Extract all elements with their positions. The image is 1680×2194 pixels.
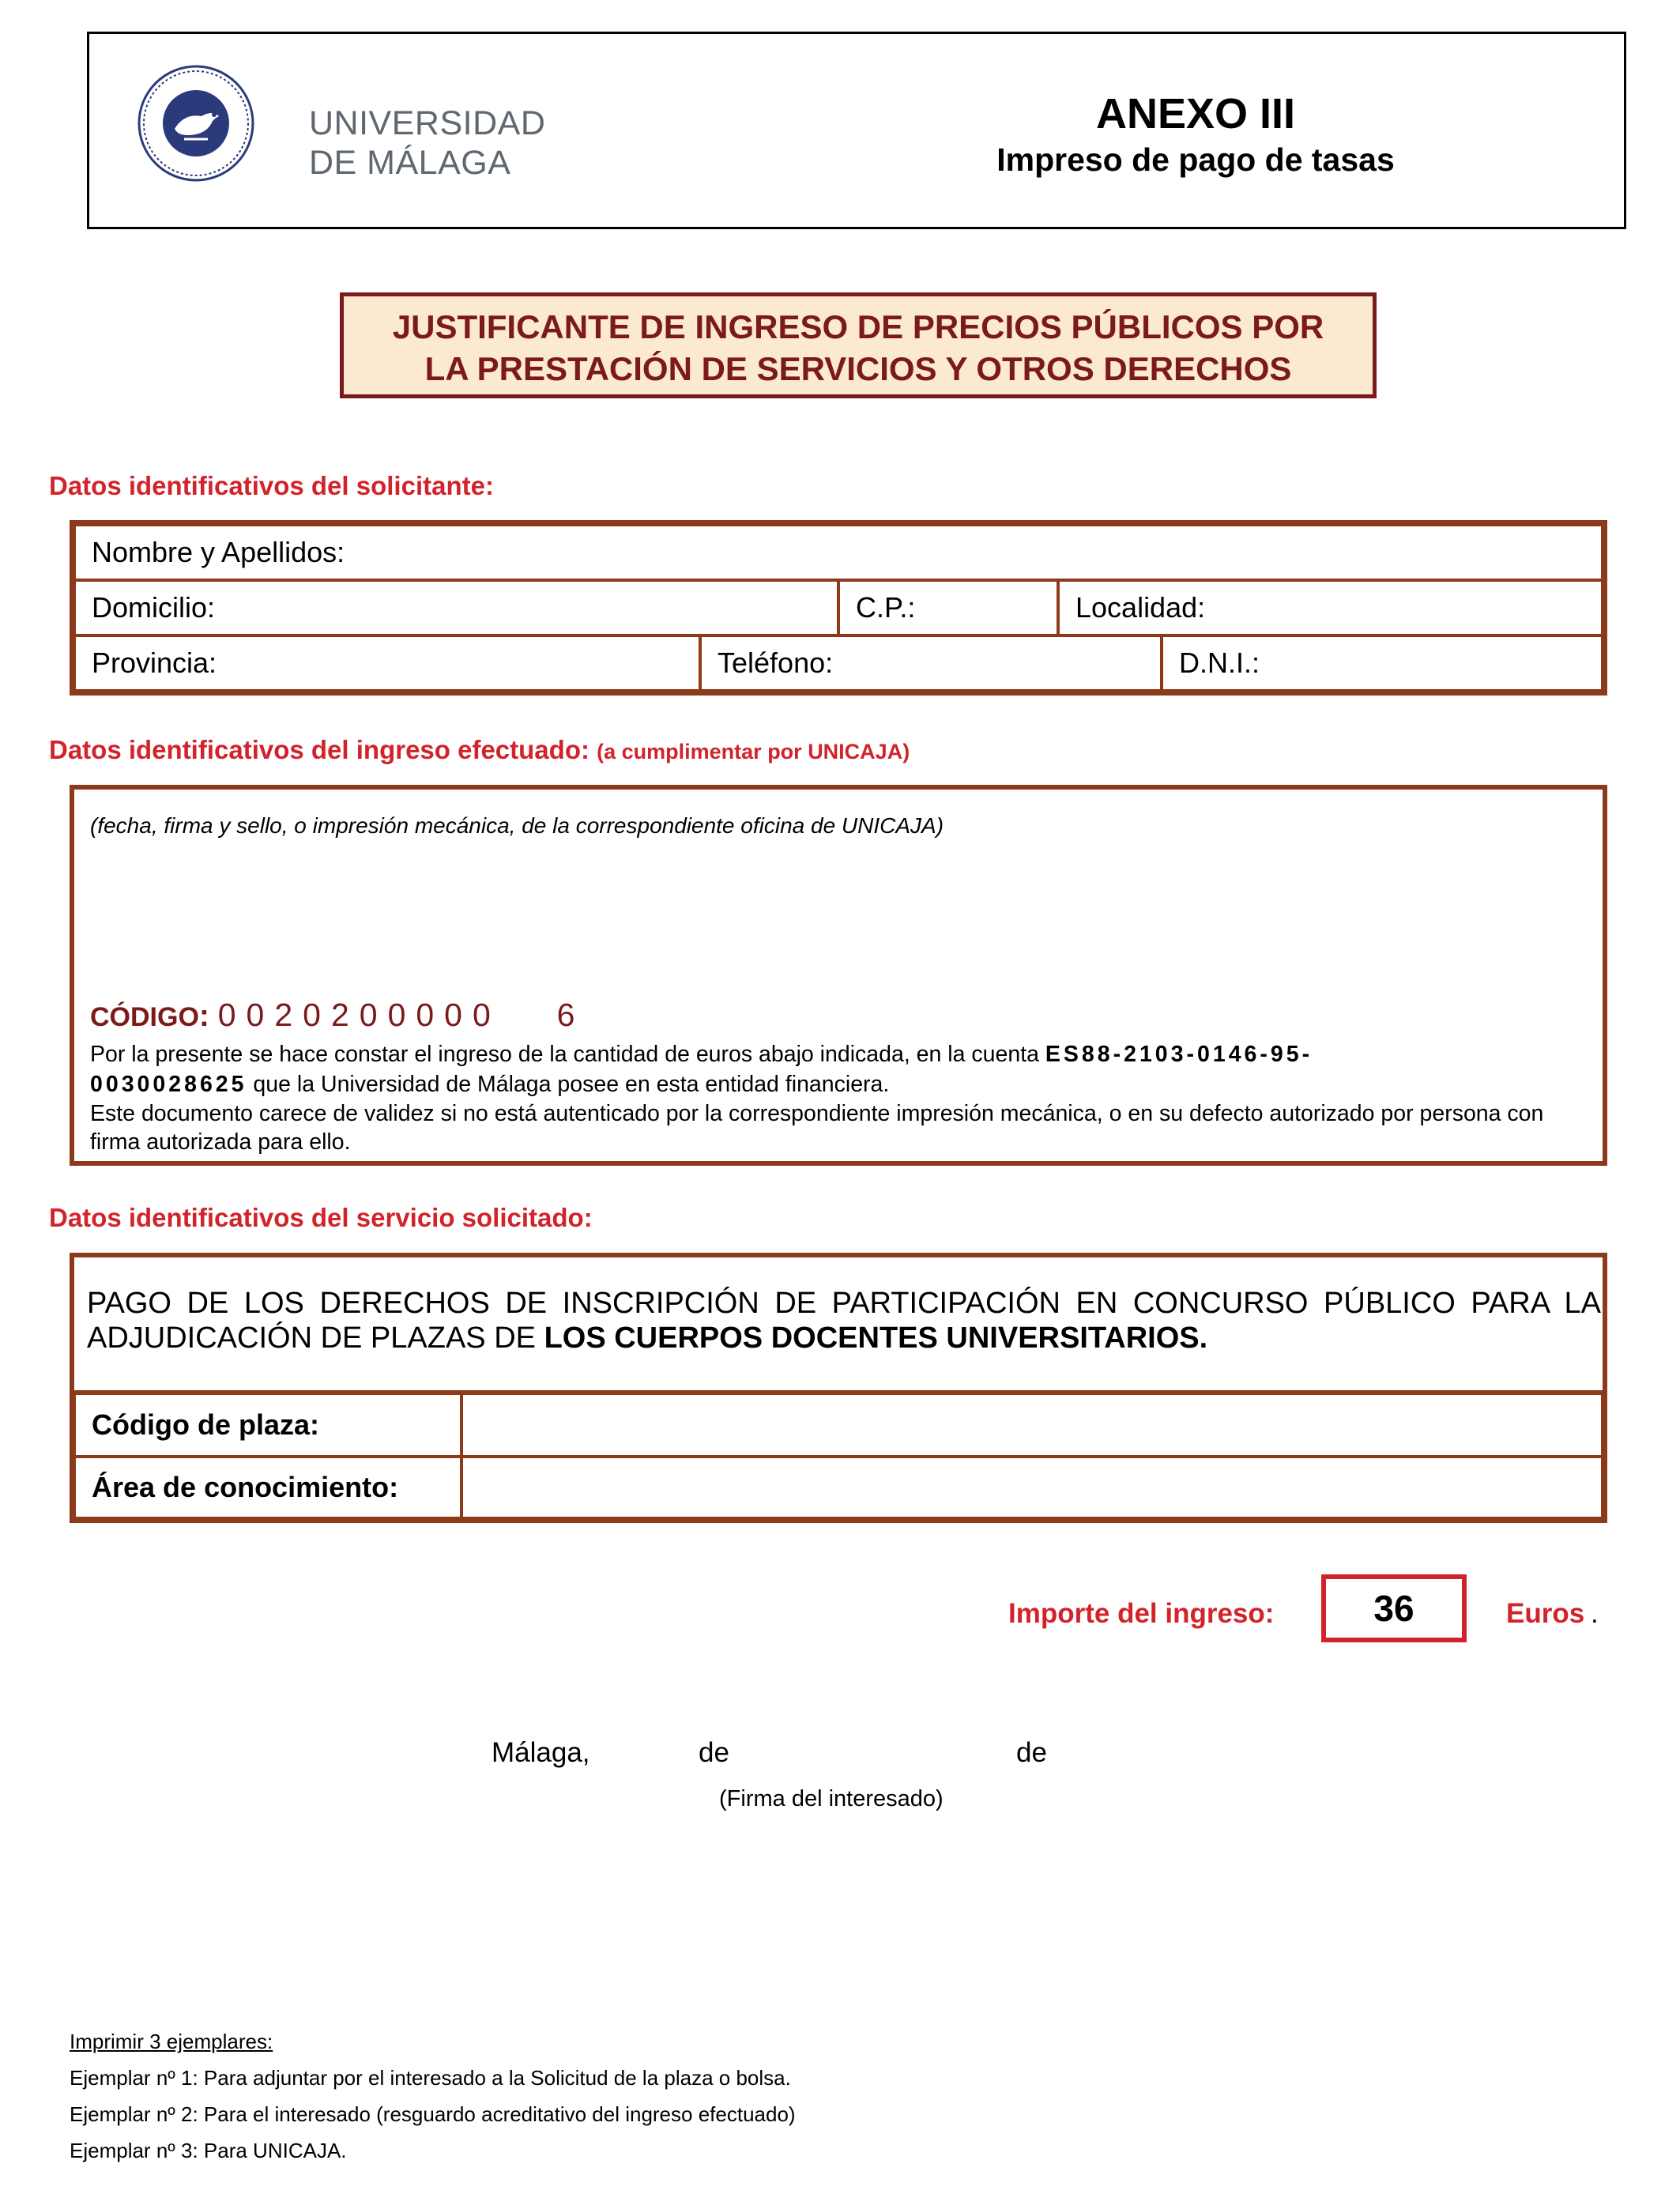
statement-text-part2: que la Universidad de Málaga posee en esta entidad financiera. xyxy=(247,1072,890,1097)
position-code-label: Código de plaza: xyxy=(92,1408,319,1441)
payment-code-row xyxy=(90,997,574,1034)
signature-date-de1: de xyxy=(699,1737,729,1768)
currency-dot: . xyxy=(1591,1598,1599,1629)
payment-section-heading xyxy=(49,735,910,765)
footer-copy-1: Ejemplar nº 1: Para adjuntar por el interesado a la Solicitud de la plaza o bolsa. xyxy=(70,2066,791,2090)
service-section-heading: Datos identificativos del servicio solicitado: xyxy=(49,1203,593,1232)
payment-statement xyxy=(90,1039,1593,1156)
name-label: Nombre y Apellidos: xyxy=(92,536,345,568)
knowledge-area-label-cell xyxy=(74,1457,461,1518)
postal-code-field[interactable] xyxy=(838,580,1058,635)
code-colon: : xyxy=(198,999,209,1033)
amount-value-box xyxy=(1321,1574,1467,1642)
amount-value: 36 xyxy=(1373,1588,1414,1629)
header-box xyxy=(87,32,1626,229)
code-value: 0020200000 xyxy=(217,997,501,1033)
service-description-bold: LOS CUERPOS DOCENTES UNIVERSITARIOS. xyxy=(544,1321,1208,1355)
address-label: Domicilio: xyxy=(92,591,216,624)
signature-date-de2: de xyxy=(1016,1737,1047,1768)
service-description xyxy=(87,1286,1601,1355)
university-name xyxy=(309,104,545,183)
payment-heading-note: (a cumplimentar por UNICAJA) xyxy=(597,740,910,763)
knowledge-area-input[interactable] xyxy=(461,1457,1603,1518)
university-name-line2: DE MÁLAGA xyxy=(309,144,511,182)
payment-heading-text: Datos identificativos del ingreso efectuado: xyxy=(49,735,590,764)
province-field[interactable] xyxy=(74,635,700,691)
province-label: Provincia: xyxy=(92,647,217,679)
applicant-section-heading: Datos identificativos del solicitante: xyxy=(49,471,494,500)
validity-note: Este documento carece de validez si no está autenticado por la correspondiente impresión mecánica, o en su defecto autorizado por persona con firma autorizada para ello. xyxy=(90,1101,1544,1155)
account-number-part1: ES88-2103-0146-95- xyxy=(1045,1042,1313,1067)
annex-subtitle: Impreso de pago de tasas xyxy=(996,141,1395,178)
knowledge-area-label: Área de conocimiento: xyxy=(92,1471,399,1503)
code-check-digit: 6 xyxy=(556,997,575,1033)
account-number-part2: 0030028625 xyxy=(90,1072,247,1097)
stamp-instructions: (fecha, firma y sello, o impresión mecánica, de la correspondiente oficina de UNICAJA) xyxy=(90,813,944,838)
statement-text-part1: Por la presente se hace constar el ingreso de la cantidad de euros abajo indicada, en la cuenta xyxy=(90,1042,1045,1067)
currency-label: Euros xyxy=(1506,1598,1585,1629)
footer-print-title: Imprimir 3 ejemplares: xyxy=(70,2030,273,2053)
university-name-line1: UNIVERSIDAD xyxy=(309,104,546,142)
postal-code-label: C.P.: xyxy=(856,591,916,624)
position-code-label-cell xyxy=(74,1393,461,1457)
dni-label: D.N.I.: xyxy=(1179,647,1260,679)
amount-label: Importe del ingreso: xyxy=(1008,1598,1275,1629)
document-title-line1: JUSTIFICANTE DE INGRESO DE PRECIOS PÚBLICOS POR xyxy=(392,308,1324,345)
footer-copy-2: Ejemplar nº 2: Para el interesado (resguardo acreditativo del ingreso efectuado) xyxy=(70,2102,796,2126)
service-description-cell xyxy=(74,1257,1603,1393)
service-table xyxy=(70,1253,1607,1523)
position-code-input[interactable] xyxy=(461,1393,1603,1457)
phone-label: Teléfono: xyxy=(718,647,834,679)
payment-stamp-box xyxy=(70,785,1607,1166)
city-label: Localidad: xyxy=(1075,591,1206,624)
annex-title: ANEXO III xyxy=(1095,90,1296,138)
signature-caption: (Firma del interesado) xyxy=(719,1786,944,1811)
signature-city: Málaga, xyxy=(492,1737,590,1768)
phone-field[interactable] xyxy=(700,635,1162,691)
address-field[interactable] xyxy=(74,580,838,635)
payment-statement-paragraph xyxy=(90,1039,1593,1099)
service-description-normal: PAGO DE LOS DERECHOS DE INSCRIPCIÓN DE PARTICIPACIÓN EN CONCURSO PÚBLICO PARA LA ADJUDICACIÓN DE PLAZAS DE xyxy=(87,1287,1601,1355)
document-title-line2: LA PRESTACIÓN DE SERVICIOS Y OTROS DERECHOS xyxy=(424,350,1292,387)
dni-field[interactable] xyxy=(1162,635,1603,691)
name-field[interactable] xyxy=(74,525,1603,580)
document-title-banner xyxy=(340,292,1377,398)
university-seal-logo xyxy=(137,64,255,183)
applicant-table xyxy=(70,520,1607,696)
code-label: CÓDIGO xyxy=(90,1002,199,1032)
city-field[interactable] xyxy=(1058,580,1603,635)
footer-copy-3: Ejemplar nº 3: Para UNICAJA. xyxy=(70,2139,347,2162)
